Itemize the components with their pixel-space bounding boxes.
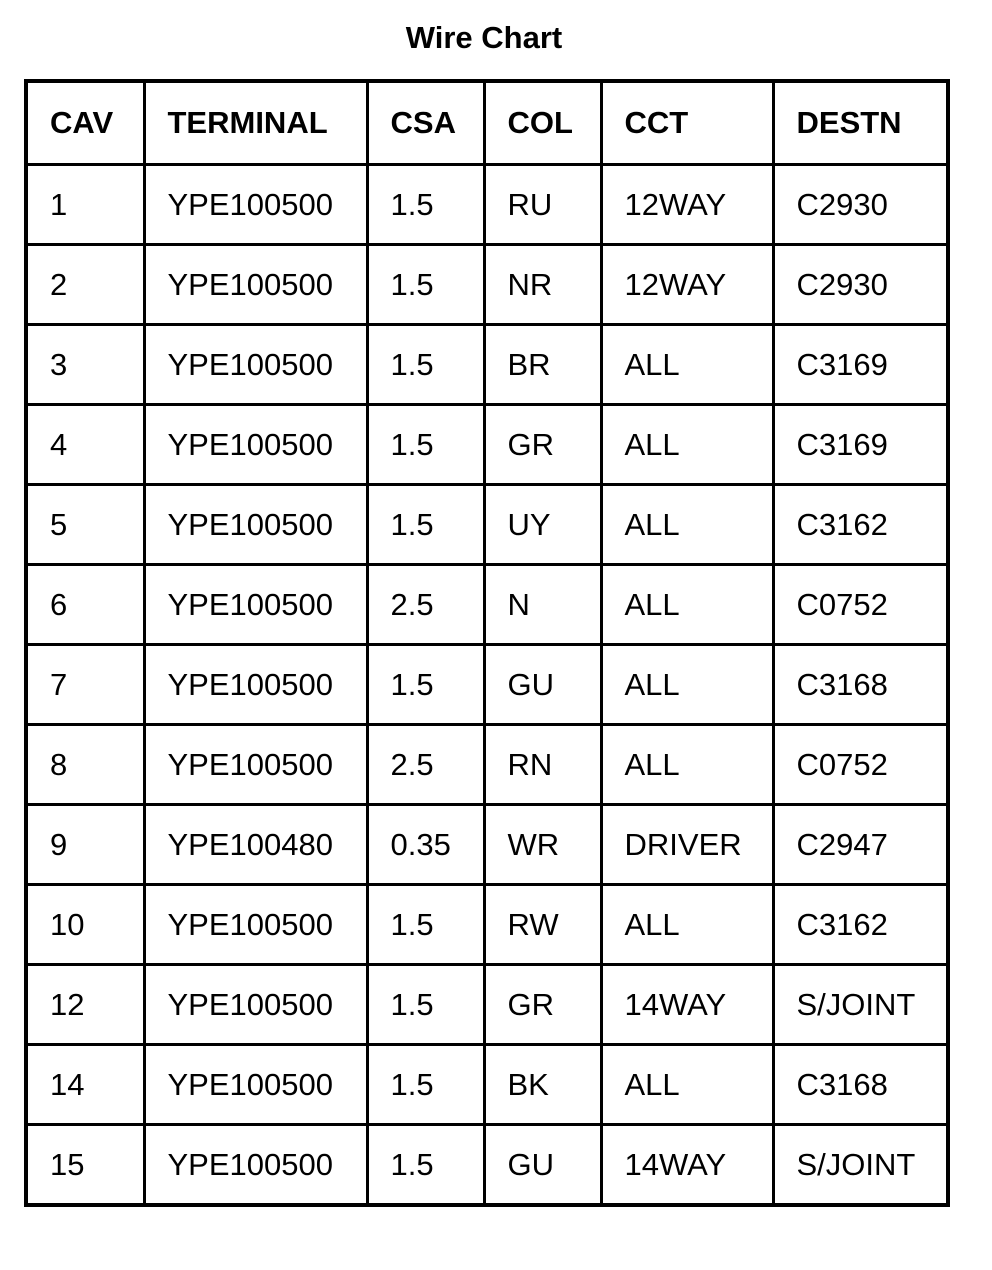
cell-csa: 1.5 [367,965,484,1045]
page-title: Wire Chart [405,20,563,55]
cell-destn: C3169 [773,405,948,485]
cell-csa: 2.5 [367,565,484,645]
cell-destn: S/JOINT [773,965,948,1045]
table-row [26,565,948,645]
cell-destn: C3169 [773,325,948,405]
cell-cct: ALL [601,885,773,965]
header-cav: CAV [26,81,144,165]
cell-csa: 1.5 [367,165,484,245]
cell-cav: 4 [26,405,144,485]
cell-destn: C2947 [773,805,948,885]
cell-terminal: YPE100500 [144,245,367,325]
cell-cav: 10 [26,885,144,965]
table-row [26,805,948,885]
wire-chart-table [24,79,950,1207]
cell-terminal: YPE100500 [144,645,367,725]
cell-csa: 1.5 [367,885,484,965]
table-row [26,1125,948,1206]
cell-terminal: YPE100500 [144,885,367,965]
table-body [26,165,948,1206]
table-row [26,245,948,325]
cell-col: NR [484,245,601,325]
cell-col: GR [484,965,601,1045]
cell-destn: C3162 [773,485,948,565]
cell-cav: 2 [26,245,144,325]
cell-destn: C0752 [773,565,948,645]
cell-cct: 12WAY [601,165,773,245]
cell-col: WR [484,805,601,885]
header-terminal: TERMINAL [144,81,367,165]
cell-destn: C3168 [773,1045,948,1125]
cell-col: N [484,565,601,645]
cell-cct: 14WAY [601,965,773,1045]
table-row [26,1045,948,1125]
cell-destn: C2930 [773,165,948,245]
cell-cav: 12 [26,965,144,1045]
cell-cav: 6 [26,565,144,645]
table-row [26,885,948,965]
cell-destn: C3162 [773,885,948,965]
table-row [26,485,948,565]
cell-terminal: YPE100500 [144,1045,367,1125]
cell-terminal: YPE100480 [144,805,367,885]
cell-cav: 7 [26,645,144,725]
cell-cct: ALL [601,725,773,805]
header-csa: CSA [367,81,484,165]
header-col: COL [484,81,601,165]
cell-csa: 1.5 [367,1045,484,1125]
cell-terminal: YPE100500 [144,165,367,245]
cell-cav: 5 [26,485,144,565]
cell-csa: 1.5 [367,645,484,725]
cell-csa: 2.5 [367,725,484,805]
cell-csa: 1.5 [367,405,484,485]
cell-destn: C2930 [773,245,948,325]
cell-cav: 1 [26,165,144,245]
table-row [26,965,948,1045]
cell-col: UY [484,485,601,565]
cell-col: BR [484,325,601,405]
cell-cct: ALL [601,485,773,565]
header-destn: DESTN [773,81,948,165]
table-row [26,165,948,245]
cell-cct: 14WAY [601,1125,773,1206]
cell-destn: S/JOINT [773,1125,948,1206]
cell-csa: 0.35 [367,805,484,885]
cell-terminal: YPE100500 [144,485,367,565]
header-cct: CCT [601,81,773,165]
cell-cct: ALL [601,325,773,405]
cell-cav: 3 [26,325,144,405]
cell-terminal: YPE100500 [144,725,367,805]
cell-destn: C0752 [773,725,948,805]
cell-col: RN [484,725,601,805]
cell-cct: ALL [601,1045,773,1125]
cell-terminal: YPE100500 [144,565,367,645]
cell-col: RU [484,165,601,245]
cell-col: GU [484,645,601,725]
cell-csa: 1.5 [367,1125,484,1206]
cell-cav: 8 [26,725,144,805]
table-row [26,725,948,805]
cell-terminal: YPE100500 [144,1125,367,1206]
cell-terminal: YPE100500 [144,965,367,1045]
cell-csa: 1.5 [367,245,484,325]
cell-cct: ALL [601,565,773,645]
cell-destn: C3168 [773,645,948,725]
cell-terminal: YPE100500 [144,405,367,485]
cell-terminal: YPE100500 [144,325,367,405]
cell-cav: 15 [26,1125,144,1206]
table-row [26,405,948,485]
cell-csa: 1.5 [367,325,484,405]
cell-cct: 12WAY [601,245,773,325]
table-header-row [26,81,948,165]
table-row [26,325,948,405]
cell-col: BK [484,1045,601,1125]
cell-col: GR [484,405,601,485]
cell-cav: 14 [26,1045,144,1125]
cell-cav: 9 [26,805,144,885]
cell-cct: ALL [601,645,773,725]
cell-cct: DRIVER [601,805,773,885]
cell-csa: 1.5 [367,485,484,565]
table-row [26,645,948,725]
cell-col: GU [484,1125,601,1206]
cell-cct: ALL [601,405,773,485]
cell-col: RW [484,885,601,965]
